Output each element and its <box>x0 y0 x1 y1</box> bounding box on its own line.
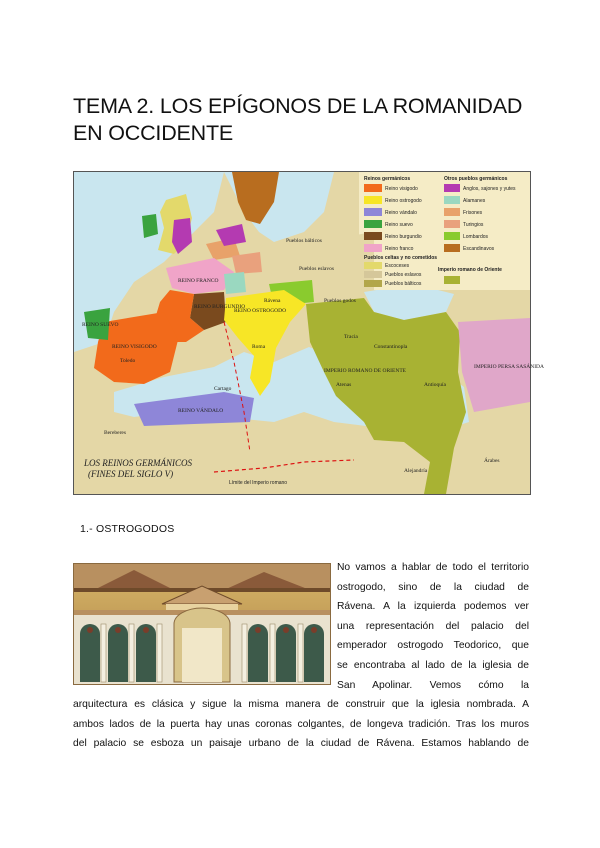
legend-swatch-left-1 <box>364 184 382 192</box>
legend-swatch-celts-2 <box>364 271 382 278</box>
legend-label-right-5: Lombardos <box>463 234 489 240</box>
legend-heading-right: Otros pueblos germánicos <box>444 176 508 182</box>
label-reino-ostrogodo: REINO OSTROGODO <box>234 308 287 314</box>
column-line-7: San Apolinar. Vemos cómo la <box>337 679 529 691</box>
legend-label-left-3: Reino vándalo <box>385 210 417 216</box>
germanic-kingdoms-map <box>73 171 544 495</box>
label-persia: IMPERIO PERSA SASÁNIDA <box>474 364 544 370</box>
legend-heading-celts: Pueblos celtas y no cometidos <box>364 255 438 261</box>
legend-swatch-left-6 <box>364 244 382 252</box>
label-antioquia: Antioquía <box>424 382 446 388</box>
legend-swatch-right-1 <box>444 184 460 192</box>
label-alejandria: Alejandría <box>404 468 428 474</box>
legend-label-left-4: Reino suevo <box>385 222 413 228</box>
label-toledo: Toledo <box>120 358 136 364</box>
column-line-1: No vamos a hablar de todo el territorio <box>337 562 529 573</box>
legend-label-right-3: Frisones <box>463 210 483 216</box>
label-roma: Roma <box>252 344 266 350</box>
label-atenas: Atenas <box>336 382 352 388</box>
legend-heading-east: Imperio romano de Oriente <box>438 267 502 273</box>
legend-heading-left: Reinos germánicos <box>364 176 411 182</box>
legend-swatch-east <box>444 276 460 284</box>
palace-of-theodoric-image <box>73 563 331 685</box>
column-line-3: Rávena. A la izquierda podemos ver <box>337 601 529 613</box>
title-line-1: TEMA 2. LOS EPÍGONOS DE LA ROMANIDAD <box>73 94 523 118</box>
legend-swatch-left-3 <box>364 208 382 216</box>
label-reino-vandalo: REINO VÁNDALO <box>178 408 224 414</box>
label-reino-suevo: REINO SUEVO <box>82 322 119 328</box>
legend-label-left-6: Reino franco <box>385 246 414 252</box>
column-line-6: se encontraba al lado de la iglesia de <box>337 659 529 671</box>
legend-swatch-right-3 <box>444 208 460 216</box>
legend-label-right-1: Anglos, sajones y yutes <box>463 186 516 192</box>
label-bereberes: Bereberes <box>104 430 126 436</box>
legend-label-celts-2: Pueblos eslavos <box>385 272 422 278</box>
legend-label-right-2: Alamanes <box>463 198 486 204</box>
legend-swatch-right-6 <box>444 244 460 252</box>
legend-swatch-celts-1 <box>364 262 382 269</box>
full-line-1: arquitectura es clásica y sigue la misma manera de construir que la iglesia nombrada. A <box>73 699 529 710</box>
title-line-2: EN OCCIDENTE <box>73 121 234 145</box>
legend-label-left-2: Reino ostrogodo <box>385 198 422 204</box>
label-pueblos-godos: Pueblos godos <box>324 298 356 304</box>
map-caption-line-1: LOS REINOS GERMÁNICOS <box>84 458 192 468</box>
page-title <box>73 93 543 147</box>
legend-swatch-right-4 <box>444 220 460 228</box>
label-tracia: Tracia <box>344 334 358 340</box>
full-width-paragraph <box>73 695 529 754</box>
legend-swatch-left-5 <box>364 232 382 240</box>
label-arabes: Árabes <box>484 458 500 464</box>
legend-swatch-right-2 <box>444 196 460 204</box>
column-paragraph <box>337 558 529 695</box>
legend-label-left-5: Reino burgundio <box>385 234 422 240</box>
legend-label-celts-3: Pueblos bálticos <box>385 281 422 287</box>
label-pueblos-balticos: Pueblos bálticos <box>286 238 322 244</box>
label-imperio-oriente: IMPERIO ROMANO DE ORIENTE <box>324 368 407 374</box>
label-ravena: Rávena <box>264 298 281 304</box>
legend-label-left-1: Reino visigodo <box>385 186 418 192</box>
alamanni-region <box>224 272 246 294</box>
border-legend-label: Límite del Imperio romano <box>229 480 288 486</box>
legend-label-right-6: Escandinavos <box>463 246 495 252</box>
ireland-region <box>142 214 158 238</box>
label-reino-visigodo: REINO VISIGODO <box>112 344 157 350</box>
section-heading: 1.- OSTROGODOS <box>80 523 175 535</box>
full-line-3: del palacio se esboza un paisaje urbano de la ciudad de Rávena. Estamos hablando de <box>73 738 529 750</box>
label-cartago: Cartago <box>214 386 232 392</box>
legend-swatch-right-5 <box>444 232 460 240</box>
legend-label-right-4: Turingios <box>463 222 484 228</box>
column-line-4: una representación del palacio del <box>337 620 529 632</box>
legend-swatch-left-2 <box>364 196 382 204</box>
label-reino-burgundio: REINO BURGUNDIO <box>194 304 246 310</box>
label-reino-franco: REINO FRANCO <box>178 278 219 284</box>
legend-swatch-celts-3 <box>364 280 382 287</box>
legend-swatch-left-4 <box>364 220 382 228</box>
column-line-5: emperador ostrogodo Teodorico, que <box>337 640 529 652</box>
label-pueblos-eslavos: Pueblos eslavos <box>299 266 334 272</box>
map-caption-line-2: (FINES DEL SIGLO V) <box>88 469 174 479</box>
legend-label-celts-1: Escoceses <box>385 263 410 269</box>
label-constantinopla: Constantinopla <box>374 344 408 350</box>
column-line-2: ostrogodo, sino de la ciudad de <box>337 581 529 593</box>
full-line-2: ambos lados de la puerta hay unas coronas colgantes, de longeva tradición. Tras los muros <box>73 718 529 730</box>
